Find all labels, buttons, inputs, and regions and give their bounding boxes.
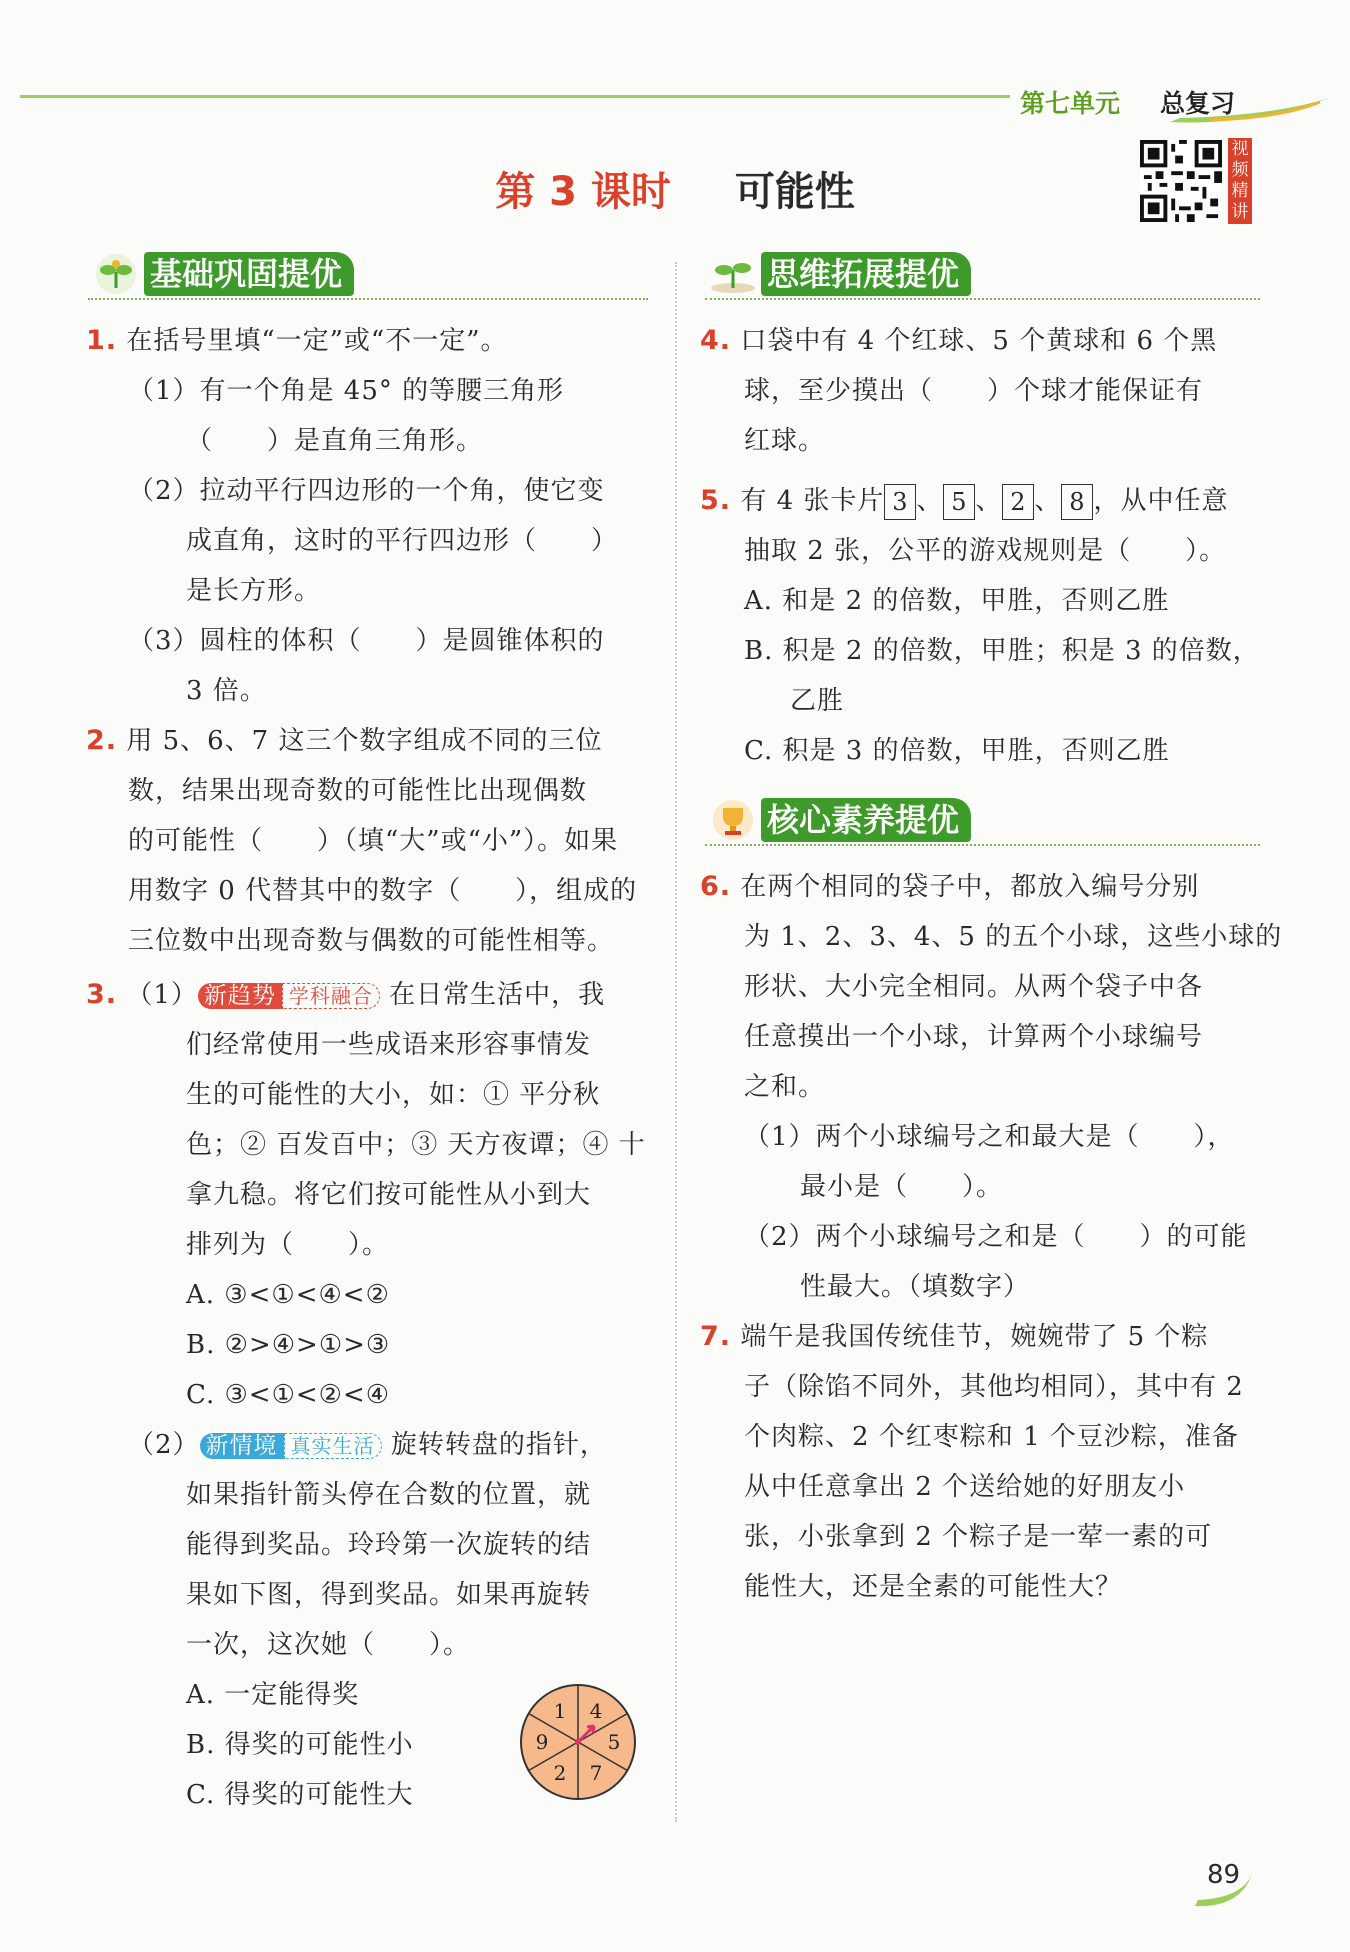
q3-part2-option-b: B. 得奖的可能性小 [186,1730,414,1760]
question-number: 7. [700,1321,732,1352]
scenario-tag [200,1430,382,1462]
q3-part2-line2: 如果指针箭头停在合数的位置，就 [186,1480,592,1510]
q7-line1: 端午是我国传统佳节，婉婉带了 5 个粽 [740,1322,1209,1352]
q3-part2-line4: 果如下图，得到奖品。如果再旋转 [186,1580,592,1610]
trophy-badge-icon [705,798,761,842]
q4-line3: 红球。 [744,426,826,456]
card-separator: 、 [916,486,944,516]
q4-line1: 口袋中有 4 个红球、5 个黄球和 6 个黑 [740,326,1218,356]
section-thinking-rule [705,298,1260,300]
q5-option-b: B. 积是 2 的倍数，甲胜；积是 3 的倍数， [744,636,1260,666]
q6-line1: 在两个相同的袋子中，都放入编号分别 [740,872,1200,902]
trend-tag-sub: 学科融合 [282,983,380,1009]
q1-part2-line2: 成直角，这时的平行四边形（ ） [186,526,619,556]
q6-part2-line1: （2）两个小球编号之和是（ ）的可能 [744,1222,1248,1252]
q3-part1-line1: 在日常生活中，我 [389,980,606,1010]
spinner-diagram [518,1682,638,1802]
q6-line5: 之和。 [744,1072,826,1102]
card-separator: 、 [1034,486,1062,516]
q3-part1-option-c: C. ③<①<②<④ [186,1380,391,1410]
section-basic [88,252,354,296]
q3-part1-prefix: （1） [126,980,198,1010]
question-1 [86,316,646,716]
q3-part2-prefix: （2） [128,1430,200,1460]
number-card: 5 [943,484,975,520]
spinner-sector-label: 9 [535,1730,549,1754]
spinner-sector-label: 1 [553,1698,567,1723]
question-number: 3. [86,979,118,1010]
video-label: 视频精讲 [1228,138,1252,224]
q6-part1-line2: 最小是（ ）。 [800,1172,1004,1202]
q1-part2-line1: （2）拉动平行四边形的一个角，使它变 [128,476,605,506]
spinner-sector-label: 7 [589,1761,603,1786]
q2-line5: 三位数中出现奇数与偶数的可能性相等。 [128,926,615,956]
q3-part2-option-c: C. 得奖的可能性大 [186,1780,414,1810]
q6-line2: 为 1、2、3、4、5 的五个小球，这些小球的 [744,922,1283,952]
number-card: 3 [884,484,916,520]
q5-line2: 抽取 2 张，公平的游戏规则是（ ）。 [744,536,1227,566]
q7-line2: 子（除馅不同外，其他均相同），其中有 2 [744,1372,1244,1402]
q3-part1-line2: 们经常使用一些成语来形容事情发 [186,1030,592,1060]
q2-line2: 数，结果出现奇数的可能性比出现偶数 [128,776,588,806]
question-number: 2. [86,725,118,756]
q5-option-a: A. 和是 2 的倍数，甲胜，否则乙胜 [744,586,1170,616]
q6-line4: 任意摸出一个小球，计算两个小球编号 [744,1022,1204,1052]
section-basic-rule [88,298,648,300]
page-number: 89 [1207,1860,1241,1890]
number-card: 2 [1002,484,1034,520]
q3-part2-option-a: A. 一定能得奖 [186,1680,360,1710]
q3-part1-line4: 色；② 百发百中；③ 天方夜谭；④ 十 [186,1130,646,1160]
spinner-sector-label: 5 [607,1730,621,1754]
q3-part2-line5: 一次，这次她（ ）。 [186,1630,471,1660]
q3-part1-line6: 排列为（ ）。 [186,1230,390,1260]
seedling-badge-icon [88,252,144,296]
question-6 [700,862,1283,1312]
q5-line1-start: 有 4 张卡片 [740,486,885,516]
q4-line2: 球，至少摸出（ ）个球才能保证有 [744,376,1204,406]
q1-part1-line1: （1）有一个角是 45° 的等腰三角形 [128,376,565,406]
number-card: 8 [1061,484,1093,520]
q2-line1: 用 5、6、7 这三个数字组成不同的三位 [126,726,603,756]
scenario-tag-main: 新情境 [200,1433,284,1459]
question-number: 6. [700,871,732,902]
trend-tag [198,980,380,1012]
spinner-sector-label: 4 [589,1698,603,1723]
q7-line6: 能性大，还是全素的可能性大？ [744,1572,1123,1602]
section-core-title: 核心素养提优 [761,798,971,842]
q5-line1-end: ，从中任意 [1093,486,1229,516]
q1-part1-line2: （ ）是直角三角形。 [186,426,484,456]
question-stem: 在括号里填“一定”或“不一定”。 [126,326,508,356]
q2-line4: 用数字 0 代替其中的数字（ ），组成的 [128,876,638,906]
page-swoosh-icon [1190,1870,1260,1910]
section-core [705,798,971,842]
question-number: 4. [700,325,732,356]
section-basic-title: 基础巩固提优 [144,252,354,296]
q1-part3-line2: 3 倍。 [186,676,267,706]
q5-option-c: C. 积是 3 的倍数，甲胜，否则乙胜 [744,736,1170,766]
scenario-tag-sub: 真实生活 [284,1433,382,1459]
question-2 [86,716,646,966]
q3-part1-line3: 生的可能性的大小，如：① 平分秋 [186,1080,601,1110]
section-thinking-title: 思维拓展提优 [761,252,971,296]
question-5 [700,476,1260,776]
lesson-number: 第 3 课时 [495,169,671,215]
header-rule [20,95,1010,98]
q3-part1-line5: 拿九稳。将它们按可能性从小到大 [186,1180,592,1210]
q3-part2-line1: 旋转转盘的指针， [390,1430,607,1460]
q6-part1-line1: （1）两个小球编号之和最大是（ ）， [744,1122,1235,1152]
section-core-rule [705,844,1260,846]
q6-part2-line2: 性最大。（填数字） [800,1272,1031,1302]
q6-line3: 形状、大小完全相同。从两个袋子中各 [744,972,1204,1002]
q2-line3: 的可能性（ ）（填“大”或“小”）。如果 [128,826,619,856]
q3-part2-line3: 能得到奖品。玲玲第一次旋转的结 [186,1530,592,1560]
question-7 [700,1312,1260,1612]
question-4 [700,316,1260,466]
q7-line3: 个肉粽、2 个红枣粽和 1 个豆沙粽，准备 [744,1422,1239,1452]
q3-part1-option-a: A. ③<①<④<② [186,1280,390,1310]
header-swoosh-icon [1170,96,1335,126]
question-number: 5. [700,485,732,516]
q5-option-b-cont: 乙胜 [790,686,845,716]
lesson-topic: 可能性 [734,169,855,215]
spinner-sector-label: 2 [553,1761,567,1786]
section-thinking [705,252,971,296]
review-label: 总复习 [1160,89,1236,118]
q1-part2-line3: 是长方形。 [186,576,322,606]
trend-tag-main: 新趋势 [198,983,282,1009]
card-separator: 、 [975,486,1003,516]
qr-code-icon[interactable] [1140,138,1222,224]
q1-part3-line1: （3）圆柱的体积（ ）是圆锥体积的 [128,626,605,656]
q7-line4: 从中任意拿出 2 个送给她的好朋友小 [744,1472,1186,1502]
q7-line5: 张，小张拿到 2 个粽子是一荤一素的可 [744,1522,1213,1552]
column-divider [675,262,677,1822]
unit-label: 第七单元 [1020,89,1121,118]
sprout-badge-icon [705,252,761,296]
q3-part1-option-b: B. ②>④>①>③ [186,1330,391,1360]
question-number: 1. [86,325,118,356]
